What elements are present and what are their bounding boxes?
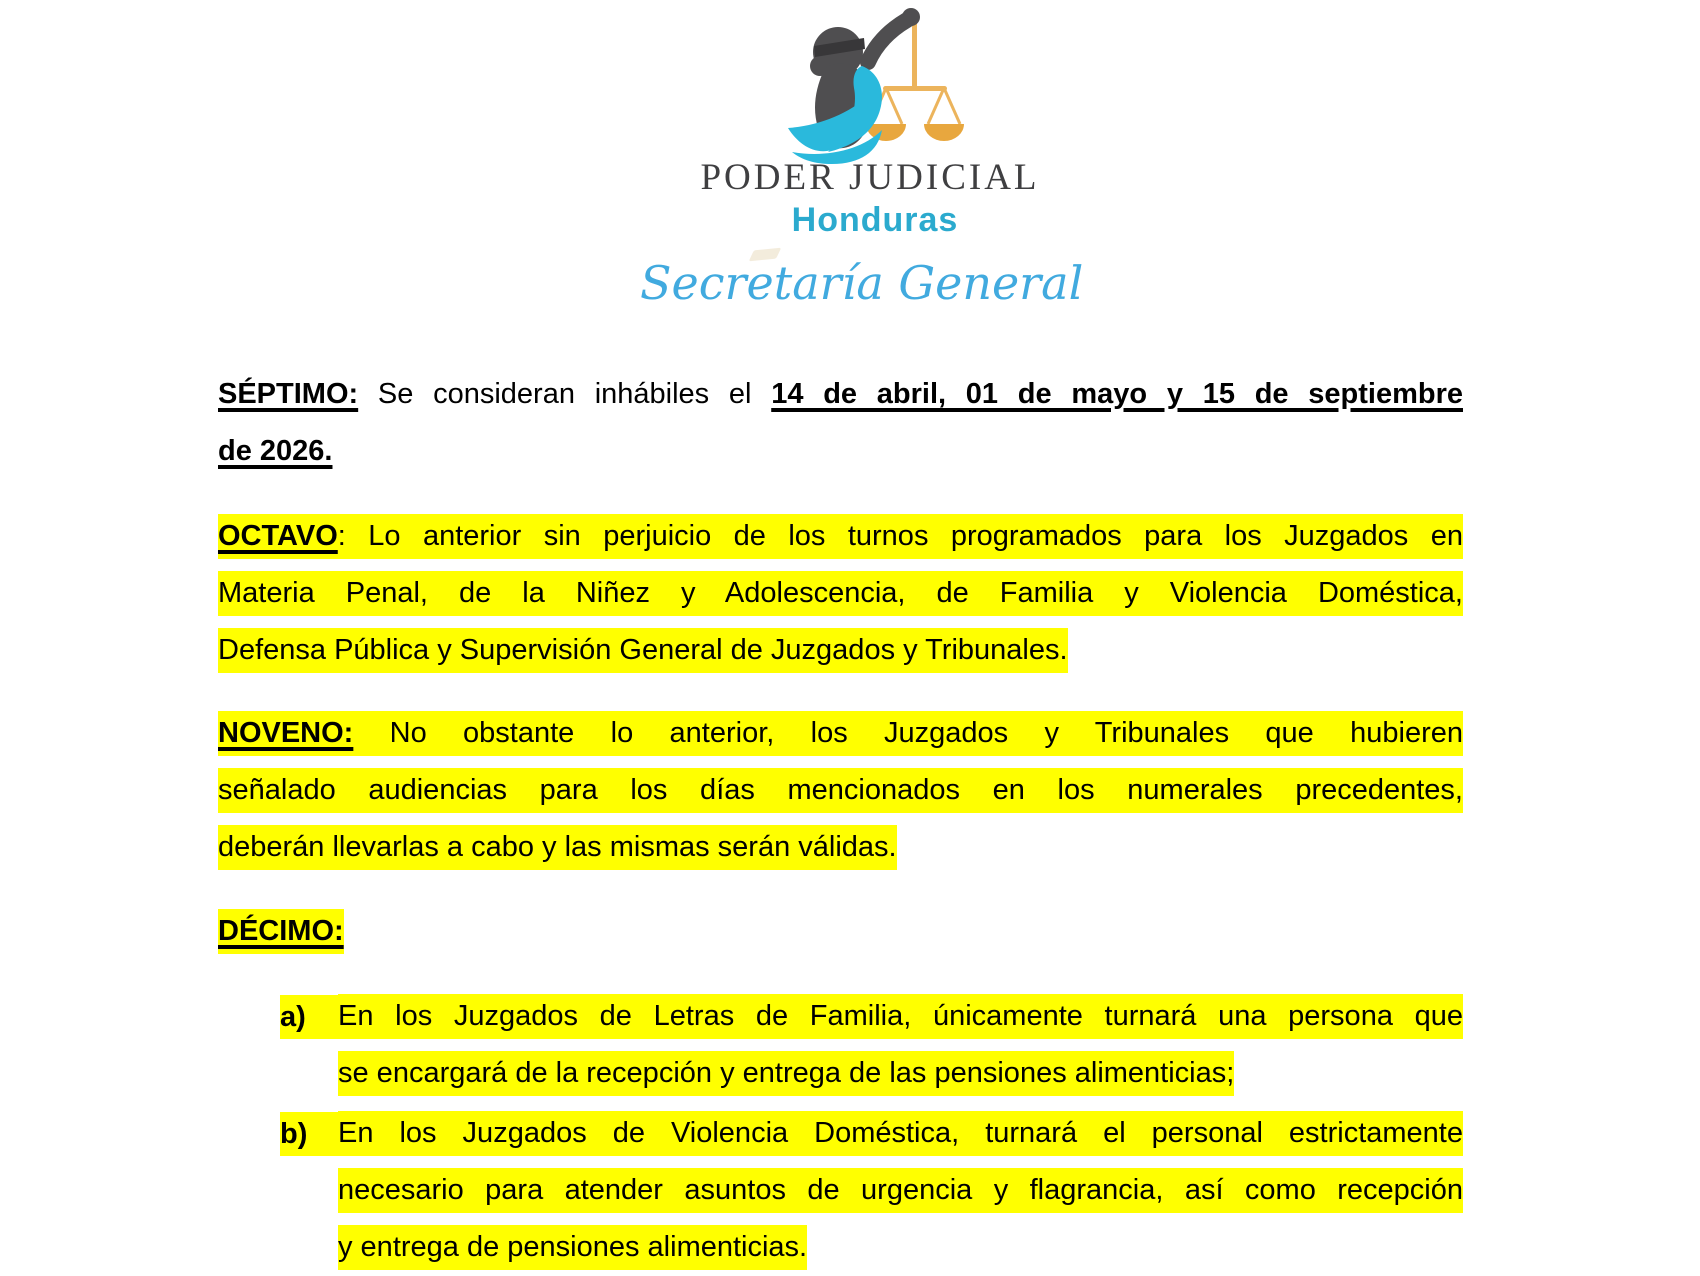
text-segment: de 2026. — [218, 435, 333, 467]
paragraph-decimo — [218, 903, 1463, 960]
paragraph-octavo — [218, 508, 1463, 679]
org-country: Honduras — [791, 201, 959, 239]
paragraph-septimo — [218, 366, 1463, 480]
text-line — [218, 705, 1463, 762]
text-line — [218, 1162, 1463, 1219]
text-segment: necesario para atender asuntos de urgencia y flagrancia, así como recepción — [338, 1174, 1463, 1206]
text-segment: y entrega de pensiones alimenticias. — [338, 1231, 808, 1263]
text-segment: NOVENO: — [218, 717, 354, 749]
highlighted-text — [218, 768, 1463, 813]
text-line — [218, 423, 1463, 480]
text-line — [218, 762, 1463, 819]
text-segment: 14 de abril, 01 de mayo y 15 de septiembre — [771, 378, 1463, 410]
text-segment: En los Juzgados de Letras de Familia, únicamente turnará una persona que — [338, 1000, 1463, 1032]
text-line — [218, 819, 1463, 876]
text-segment: se encargará de la recepción y entrega de las pensiones alimenticias; — [338, 1057, 1235, 1089]
highlighted-text — [338, 994, 1463, 1039]
paragraph-decimo-item-a — [218, 988, 1463, 1102]
text-segment: : Lo anterior sin perjuicio de los turnos programados para los Juzgados en — [337, 520, 1463, 552]
text-line — [218, 988, 1463, 1045]
text-line — [218, 903, 1463, 960]
highlighted-text — [338, 1225, 807, 1270]
secretaria-general-script: Secretaría General — [640, 256, 1084, 310]
highlighted-text — [338, 1168, 1463, 1213]
list-label-decimo-item-a: a) — [280, 995, 338, 1039]
org-name: PODER JUDICIAL — [700, 157, 1040, 198]
paragraph-decimo-item-b — [218, 1105, 1463, 1276]
text-segment: señalado audiencias para los días mencionados en los numerales precedentes, — [218, 774, 1463, 806]
text-segment: En los Juzgados de Violencia Doméstica, turnará el personal estrictamente — [338, 1117, 1463, 1149]
text-segment: No obstante lo anterior, los Juzgados y Tribunales que hubieren — [353, 717, 1463, 749]
plain-text — [218, 435, 332, 467]
text-segment: DÉCIMO: — [218, 915, 344, 947]
list-label-decimo-item-b: b) — [280, 1112, 338, 1156]
highlighted-text — [218, 514, 1463, 559]
text-line — [218, 622, 1463, 679]
document-body — [218, 0, 1463, 1276]
highlighted-text — [338, 1111, 1463, 1156]
text-segment: OCTAVO — [218, 520, 338, 552]
highlighted-text — [218, 628, 1068, 673]
highlighted-text — [218, 825, 897, 870]
highlighted-text — [218, 909, 344, 954]
text-line — [218, 508, 1463, 565]
text-line — [218, 1219, 1463, 1276]
highlighted-text — [338, 1051, 1234, 1096]
text-line — [218, 1045, 1463, 1102]
text-segment: SÉPTIMO: — [218, 378, 359, 410]
text-line — [218, 565, 1463, 622]
highlighted-text — [218, 711, 1463, 756]
text-line — [218, 366, 1463, 423]
text-segment: deberán llevarlas a cabo y las mismas serán válidas. — [218, 831, 897, 863]
highlighted-text — [218, 571, 1463, 616]
paragraph-noveno — [218, 705, 1463, 876]
text-segment: Materia Penal, de la Niñez y Adolescencia, de Familia y Violencia Doméstica, — [218, 577, 1463, 609]
text-segment: Defensa Pública y Supervisión General de Juzgados y Tribunales. — [218, 634, 1068, 666]
text-segment: Se consideran inhábiles el — [358, 378, 772, 410]
text-line — [218, 1105, 1463, 1162]
plain-text — [218, 378, 1463, 410]
